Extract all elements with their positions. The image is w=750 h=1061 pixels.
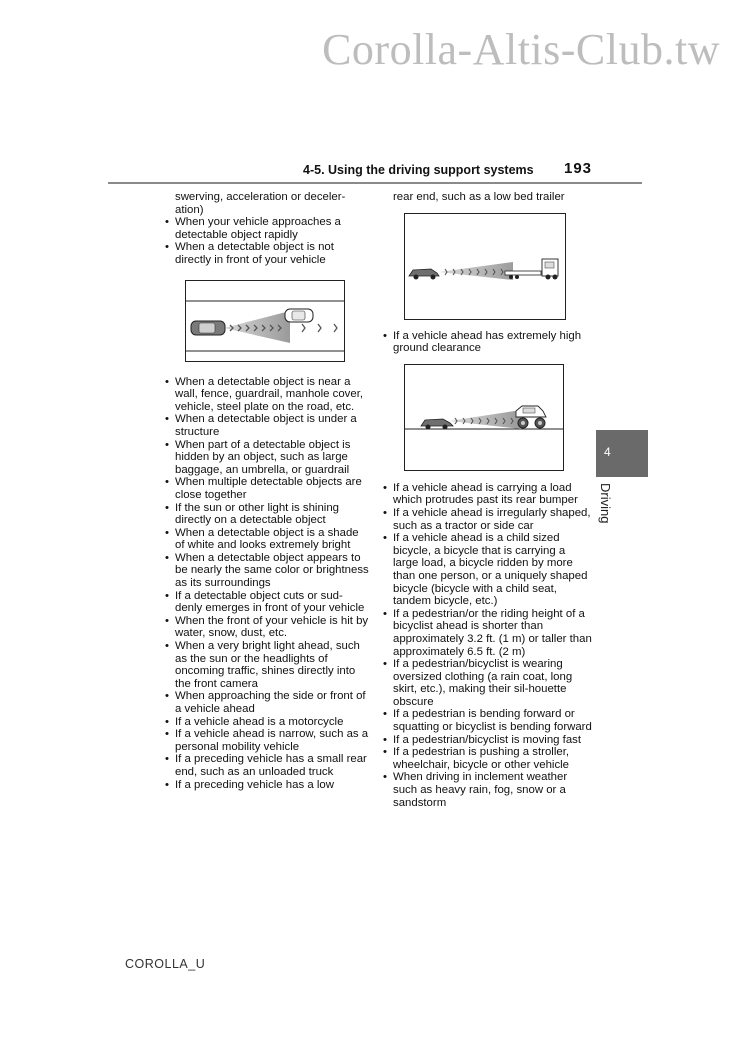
watermark-text: Corolla-Altis-Club.tw xyxy=(322,25,720,74)
chapter-tab xyxy=(596,430,648,477)
trailer-diagram xyxy=(405,214,565,319)
continuation-text: swerving, acceleration or deceler-ation) xyxy=(175,191,346,216)
high-clearance-vehicle-icon xyxy=(516,406,546,428)
list-item: • If a pedestrian/bicyclist is moving fast xyxy=(383,734,593,747)
list-item: • When part of a detectable object is hidden by an object, such as large baggage, an umbrella, or guardrail xyxy=(165,439,370,477)
own-vehicle-icon xyxy=(421,419,453,430)
list-item: • When a detectable object is under a structure xyxy=(165,413,370,438)
list-item: • If a vehicle ahead is carrying a load which protrudes past its rear bumper xyxy=(383,482,593,507)
list-item: • If a detectable object cuts or sud-denly emerges in front of your vehicle xyxy=(165,590,370,615)
own-vehicle-icon xyxy=(409,269,439,280)
list-item: • If a vehicle ahead is irregularly shaped, such as a tractor or side car xyxy=(383,507,593,532)
own-vehicle-icon xyxy=(191,321,225,335)
right-column xyxy=(383,191,593,809)
list-item: • If a vehicle ahead is a motorcycle xyxy=(165,716,370,729)
bullet-list-middle xyxy=(383,330,593,355)
list-item: • If a preceding vehicle has a small rear end, such as an unloaded truck xyxy=(165,753,370,778)
header-divider xyxy=(108,182,642,184)
bullet-list-bottom xyxy=(165,376,370,792)
list-item: • When a detectable object is a shade of white and looks extremely bright xyxy=(165,527,370,552)
list-item: • When approaching the side or front of a vehicle ahead xyxy=(165,690,370,715)
bullet-list-top xyxy=(165,216,370,266)
list-item: • If a pedestrian/bicyclist is wearing oversized clothing (a rain coat, long skirt, etc.), making their sil-houette obscure xyxy=(383,658,593,708)
section-title: 4-5. Using the driving support systems xyxy=(303,163,534,177)
list-item: • If a pedestrian/or the riding height of a bicyclist ahead is shorter than approximately 3.2 ft. (1 m) or taller than approximately 6.5 ft. (2 m) xyxy=(383,608,593,658)
high-clearance-diagram xyxy=(405,365,563,470)
chapter-label: Driving xyxy=(598,483,613,524)
page-number: 193 xyxy=(564,160,593,177)
footer-code: COROLLA_U xyxy=(125,957,206,971)
bullet-list-bottom xyxy=(383,482,593,809)
left-column xyxy=(165,191,370,791)
continuation-text: rear end, such as a low bed trailer xyxy=(393,191,565,203)
target-vehicle-icon xyxy=(285,309,313,322)
list-item: • If a pedestrian is pushing a stroller, wheelchair, bicycle or other vehicle xyxy=(383,746,593,771)
list-item: • When a very bright light ahead, such as the sun or the headlights of oncoming traffic, shines directly into the front camera xyxy=(165,640,370,690)
list-item: • If a pedestrian is bending forward or squatting or bicyclist is bending forward xyxy=(383,708,593,733)
illustration-low-bed-trailer xyxy=(404,213,566,320)
sensor-beam xyxy=(449,410,521,429)
offset-object-diagram xyxy=(186,281,344,361)
list-item: • When a detectable object appears to be nearly the same color or brightness as its surroundings xyxy=(165,552,370,590)
illustration-offset-object xyxy=(185,280,345,362)
list-item: • If a vehicle ahead has extremely high ground clearance xyxy=(383,330,593,355)
illustration-high-clearance-vehicle xyxy=(404,364,564,471)
list-item: • When driving in inclement weather such as heavy rain, fog, snow or a sandstorm xyxy=(383,771,593,809)
list-item: • If a vehicle ahead is a child sized bicycle, a bicycle that is carrying a large load, a bicycle ridden by more than one person, or a uniquely shaped bicycle (bicycle with a child seat, tandem bicycle, etc.) xyxy=(383,532,593,608)
list-item: • When your vehicle approaches a detectable object rapidly xyxy=(165,216,370,241)
list-item: • When a detectable object is near a wall, fence, guardrail, manhole cover, vehicle, steel plate on the road, etc. xyxy=(165,376,370,414)
list-item: • When the front of your vehicle is hit by water, snow, dust, etc. xyxy=(165,615,370,640)
list-item: • If a vehicle ahead is narrow, such as a personal mobility vehicle xyxy=(165,728,370,753)
chapter-number: 4 xyxy=(604,445,611,459)
list-item: • If the sun or other light is shining directly on a detectable object xyxy=(165,502,370,527)
list-item: • If a preceding vehicle has a low xyxy=(165,779,370,792)
list-item: • When multiple detectable objects are close together xyxy=(165,476,370,501)
list-item: • When a detectable object is not directly in front of your vehicle xyxy=(165,241,370,266)
